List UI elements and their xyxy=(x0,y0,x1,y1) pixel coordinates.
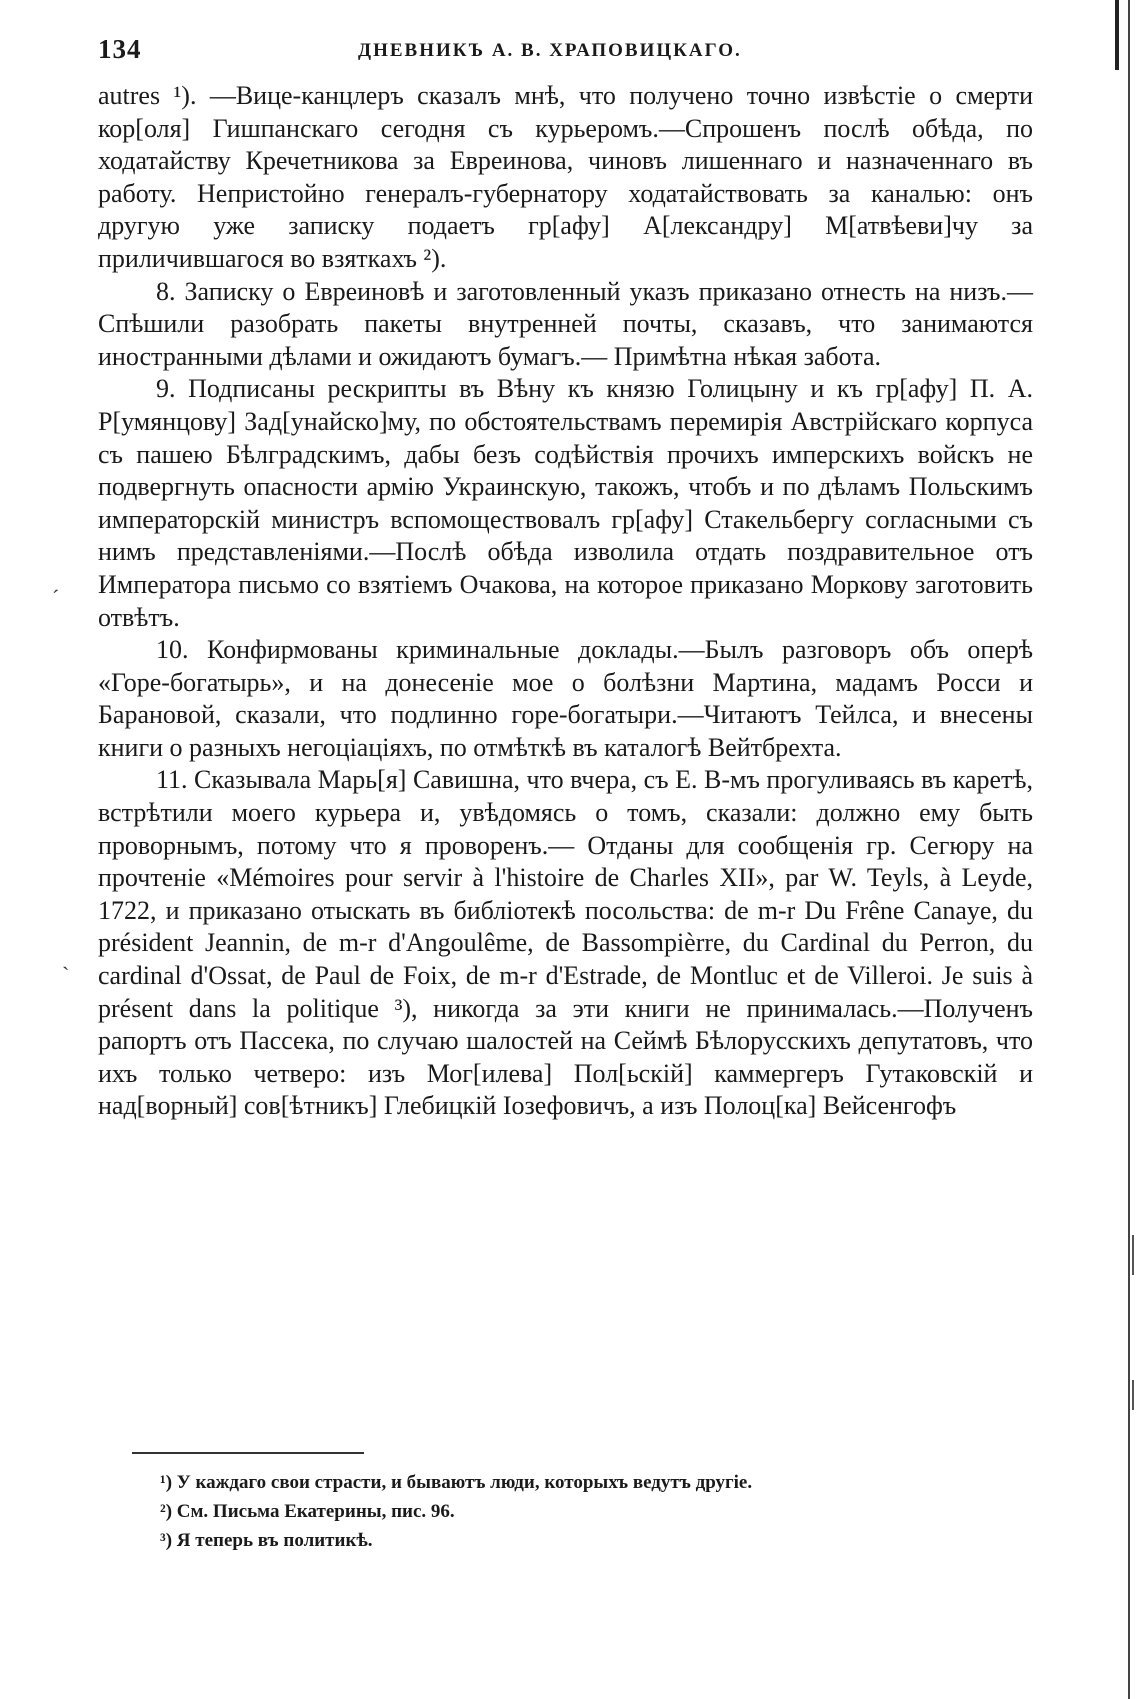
page-header xyxy=(98,30,1033,70)
main-text xyxy=(98,80,1033,1123)
page-edge-mark xyxy=(1132,1235,1134,1275)
page-edge-line xyxy=(1128,0,1130,1699)
footnote-3: ³) Я теперь въ политикѣ. xyxy=(160,1530,373,1551)
page-edge-line-thick xyxy=(1115,0,1119,70)
footnotes xyxy=(160,1468,1030,1555)
paragraph-entry-10: 10. Конфирмованы криминальные доклады.—Былъ разговоръ объ оперѣ «Горе-богатырь», и на донесеніе мое о болѣзни Мартина, мадамъ Росси и Барановой, сказали, что подлинно горе-богатыри.—Читаютъ Тейлса, и внесены книги о разныхъ негоціаціяхъ, по отмѣткѣ въ каталогѣ Вейтбрехта. xyxy=(98,635,1033,762)
margin-mark: ˊ xyxy=(52,585,60,610)
paragraph-entry-11: 11. Сказывала Марь[я] Савишна, что вчера, съ Е. В-мъ прогуливаясь въ каретѣ, встрѣтили моего курьера и, увѣдомясь о томъ, сказали: должно ему быть проворнымъ, потому что я проворенъ.— Отданы для сообщенія гр. Сегюру на прочтеніе «Mémoires pour servir à l'histoire de Charles XII», par W. Teyls, à Leyde, 1722, и приказано отыскать въ библіотекѣ посольства: de m-r Du Frêne Canaye, du président Jeannin, de m-r d'Angoulême, de Bassompièrre, du Cardinal du Perron, du cardinal d'Ossat, de Paul de Foix, de m-r d'Estrade, de Montluc et de Villeroi. Je suis à présent dans la politique ³), никогда за эти книги не принималась.—Полученъ рапортъ отъ Пассека, по случаю шалостей на Сеймѣ Бѣлорусскихъ депутатовъ, что ихъ только четверо: изъ Мог[илева] Пол[ьскій] каммергеръ Гутаковскій и над[ворный] сов[ѣтникъ] Глебицкій Іозефовичъ, а изъ Полоц[ка] Вейсенгофъ xyxy=(98,765,1033,1121)
running-title: ДНЕВНИКЪ А. В. ХРАПОВИЦКАГО. xyxy=(358,40,742,61)
footnote-1: ¹) У каждаго свои страсти, и бываютъ люди, которыхъ ведутъ другіе. xyxy=(160,1472,753,1493)
margin-mark: ˏ xyxy=(62,945,70,970)
paragraph-entry-8: 8. Записку о Евреиновѣ и заготовленный указъ приказано отнесть на низъ.—Спѣшили разобрать пакеты внутренней почты, сказавъ, что занимаются иностранными дѣлами и ожидаютъ бумагъ.— Примѣтна нѣкая забота. xyxy=(98,276,1033,371)
paragraph-entry-9: 9. Подписаны рескрипты въ Вѣну къ князю Голицыну и къ гр[афу] П. А. Р[умянцову] Зад[унайско]му, по обстоятельствамъ перемирія Австрійскаго корпуса съ пашею Бѣлградскимъ, дабы безъ содѣйствія прочихъ имперскихъ войскъ не подвергнуть опасности армію Украинскую, такожъ, чтобъ и по дѣламъ Польскимъ императорскій министръ вспомоществовалъ гр[афу] Стакельбергу согласными съ нимъ представленіями.—Послѣ обѣда изволила отдать поздравительное отъ Императора письмо со взятіемъ Очакова, на которое приказано Моркову заготовить отвѣтъ. xyxy=(98,374,1033,632)
page-edge-mark xyxy=(1132,1380,1134,1410)
page-number: 134 xyxy=(98,34,142,64)
footnote-rule xyxy=(132,1452,364,1454)
paragraph-continuation: autres ¹). —Вице-канцлеръ сказалъ мнѣ, что получено точно извѣстіе о смерти кор[оля] Гишпанскаго сегодня съ курьеромъ.—Спрошенъ послѣ обѣда, по ходатайству Кречетникова за Евреинова, чиновъ лишеннаго и назначеннаго въ работу. Непристойно генералъ-губернатору ходатайствовать за каналью: онъ другую уже записку подаетъ гр[афу] А[лександру] М[атвѣеви]чу за приличившагося во взяткахъ ²). xyxy=(98,81,1033,273)
footnote-2: ²) См. Письма Екатерины, пис. 96. xyxy=(160,1501,455,1522)
